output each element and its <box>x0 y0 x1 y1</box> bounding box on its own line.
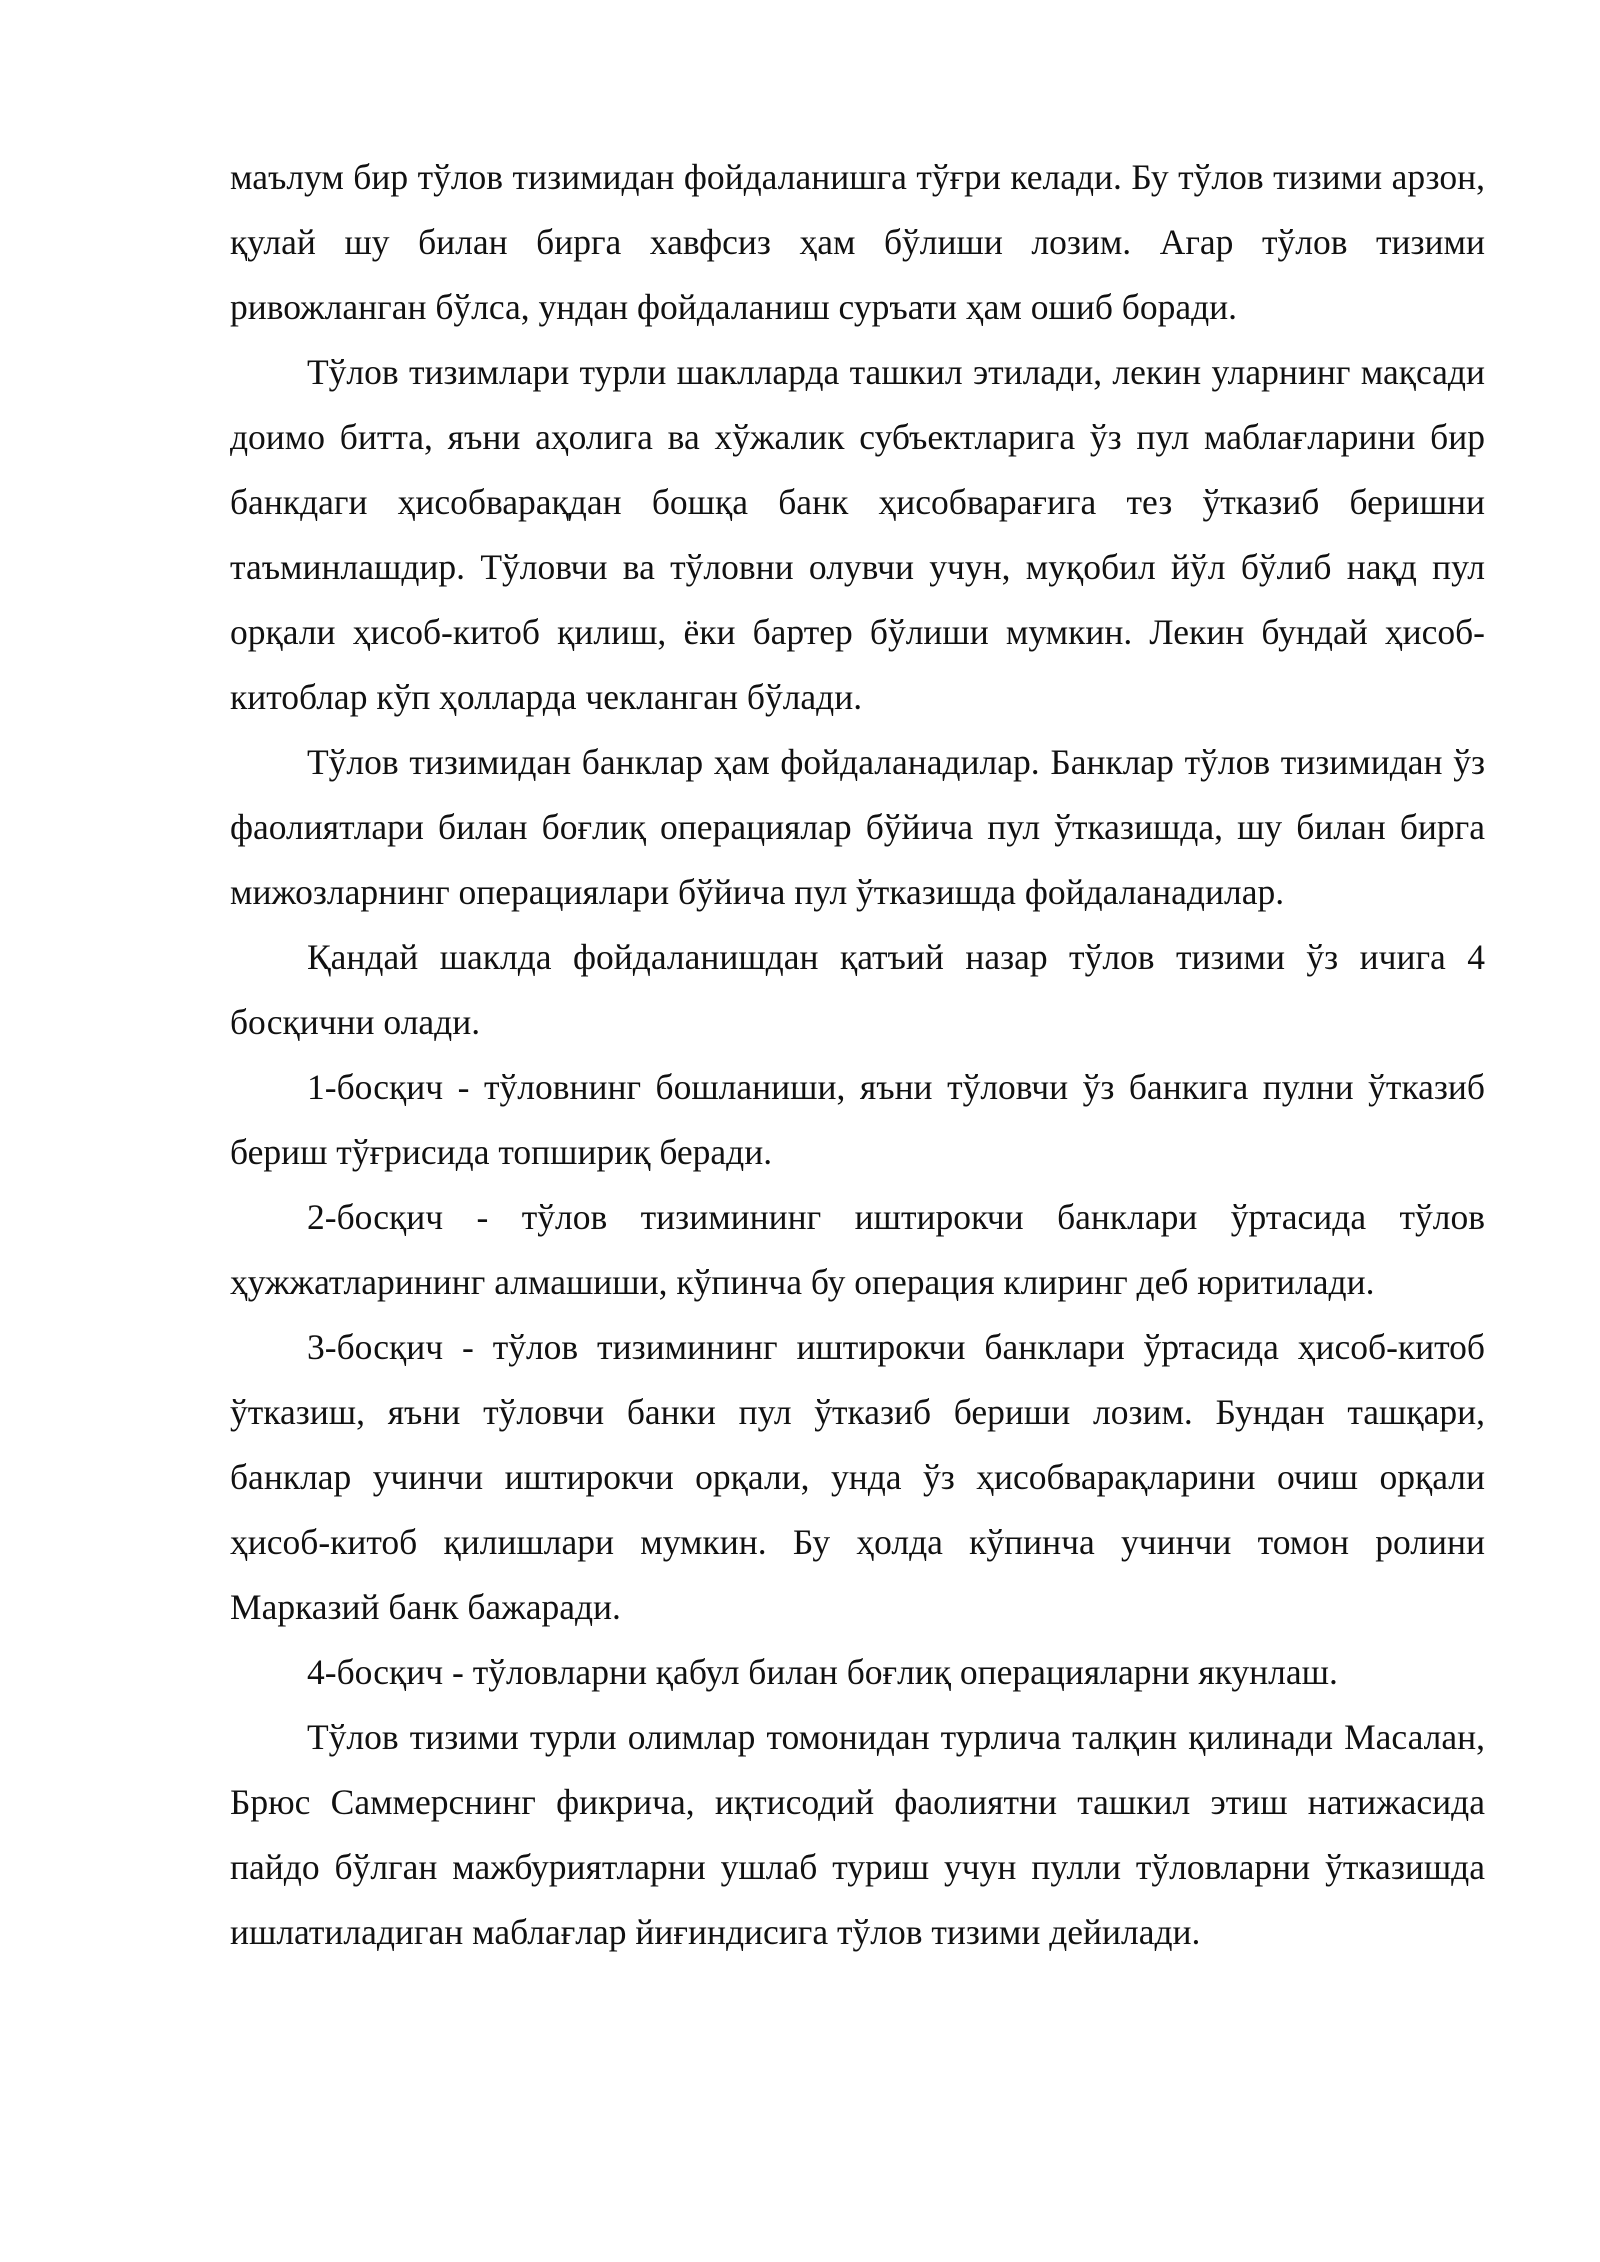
paragraph-2: Тўлов тизимлари турли шаклларда ташкил этилади, лекин уларнинг мақсади доимо битта, яъни аҳолига ва хўжалик субъектларига ўз пул маблағларини бир банкдаги ҳисобварақдан бошқа банк ҳисобварағига тез ўтказиб беришни таъминлашдир. Тўловчи ва тўловни олувчи учун, муқобил йўл бўлиб нақд пул орқали ҳисоб-китоб қилиш, ёки бартер бўлиши мумкин. Лекин бундай ҳисоб-китоблар кўп ҳолларда чекланган бўлади. <box>230 352 1485 717</box>
paragraph-4: Қандай шаклда фойдаланишдан қатъий назар тўлов тизими ўз ичига 4 босқични олади. <box>230 937 1485 1042</box>
paragraph-1: маълум бир тўлов тизимидан фойдаланишга тўғри келади. Бу тўлов тизими арзон, қулай шу билан бирга хавфсиз ҳам бўлиши лозим. Агар тўлов тизими ривожланган бўлса, ундан фойдаланиш суръати ҳам ошиб боради. <box>230 157 1485 327</box>
paragraph-stage-4: 4-босқич - тўловларни қабул билан боғлиқ операцияларни якунлаш. <box>307 1652 1338 1692</box>
paragraph-3: Тўлов тизимидан банклар ҳам фойдаланадилар. Банклар тўлов тизимидан ўз фаолиятлари билан боғлиқ операциялар бўйича пул ўтказишда, шу билан бирга мижозларнинг операциялари бўйича пул ўтказишда фойдаланадилар. <box>230 742 1485 912</box>
paragraph-stage-2: 2-босқич - тўлов тизимининг иштирокчи банклари ўртасида тўлов ҳужжатларининг алмашиши, кўпинча бу операция клиринг деб юритилади. <box>230 1197 1485 1302</box>
document-page <box>230 145 1485 1965</box>
paragraph-definition: Тўлов тизими турли олимлар томонидан турлича талқин қилинади Масалан, Брюс Саммерснинг фикрича, иқтисодий фаолиятни ташкил этиш натижасида пайдо бўлган мажбуриятларни ушлаб туриш учун пулли тўловларни ўтказишда ишлатиладиган маблағлар йиғиндисига тўлов тизими дейилади. <box>230 1717 1485 1952</box>
paragraph-stage-1: 1-босқич - тўловнинг бошланиши, яъни тўловчи ўз банкига пулни ўтказиб бериш тўғрисида топшириқ беради. <box>230 1067 1485 1172</box>
paragraph-stage-3: 3-босқич - тўлов тизимининг иштирокчи банклари ўртасида ҳисоб-китоб ўтказиш, яъни тўловчи банки пул ўтказиб бериши лозим. Бундан ташқари, банклар учинчи иштирокчи орқали, унда ўз ҳисобварақларини очиш орқали ҳисоб-китоб қилишлари мумкин. Бу ҳолда кўпинча учинчи томон ролини Марказий банк бажаради. <box>230 1327 1485 1627</box>
